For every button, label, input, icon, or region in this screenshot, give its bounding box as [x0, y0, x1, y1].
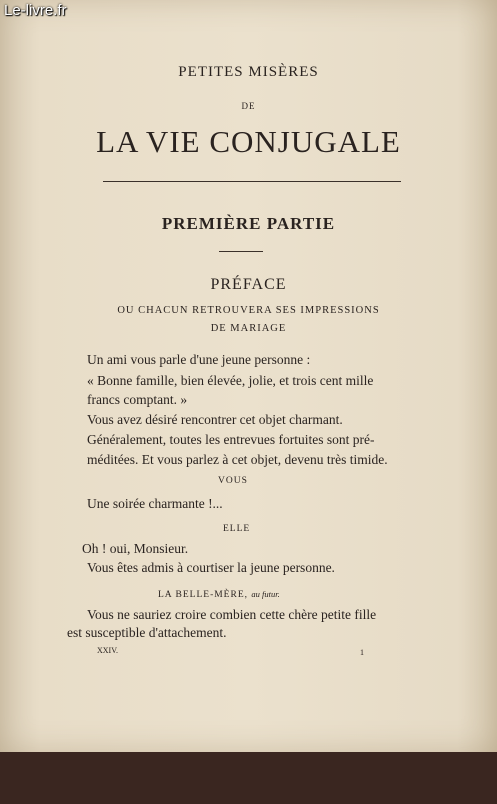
body-line: méditées. Et vous parlez à cet objet, devenu très timide. [87, 452, 388, 467]
body-line: Généralement, toutes les entrevues fortuites sont pré- [87, 432, 375, 447]
dialogue-line: Vous êtes admis à courtiser la jeune personne. [87, 560, 335, 575]
stage-direction: au futur. [251, 589, 280, 599]
dialogue-line: Oh ! oui, Monsieur. [82, 541, 189, 556]
page-number: 1 [360, 648, 364, 657]
part-heading: PREMIÈRE PARTIE [161, 214, 336, 233]
speaker-label: ELLE [223, 524, 251, 534]
speaker-name: LA BELLE-MÈRE, [158, 590, 248, 600]
title-rule [103, 181, 401, 182]
part-rule [219, 251, 263, 252]
dialogue-line: Une soirée charmante !... [87, 496, 223, 511]
dialogue-line: est susceptible d'attachement. [67, 625, 227, 640]
body-line: francs comptant. » [87, 392, 188, 407]
body-line: « Bonne famille, bien élevée, jolie, et trois cent mille [87, 373, 374, 388]
series-title: PETITES MISÈRES [178, 64, 319, 80]
watermark: Le-livre.fr [4, 2, 67, 19]
speaker-label [158, 589, 280, 600]
section-subtitle-2: DE MARIAGE [210, 323, 287, 334]
page-bottom-edge [0, 752, 497, 804]
body-line: Vous avez désiré rencontrer cet objet charmant. [87, 412, 343, 427]
speaker-label: VOUS [218, 476, 248, 486]
book-title: LA VIE CONJUGALE [96, 124, 401, 159]
section-title: PRÉFACE [210, 276, 287, 293]
dialogue-line: Vous ne sauriez croire combien cette chère petite fille [87, 607, 377, 622]
signature-mark: XXIV. [97, 646, 118, 655]
body-line: Un ami vous parle d'une jeune personne : [87, 352, 311, 367]
title-connector: DE [241, 101, 256, 111]
section-subtitle-1: OU CHACUN RETROUVERA SES IMPRESSIONS [117, 305, 380, 316]
